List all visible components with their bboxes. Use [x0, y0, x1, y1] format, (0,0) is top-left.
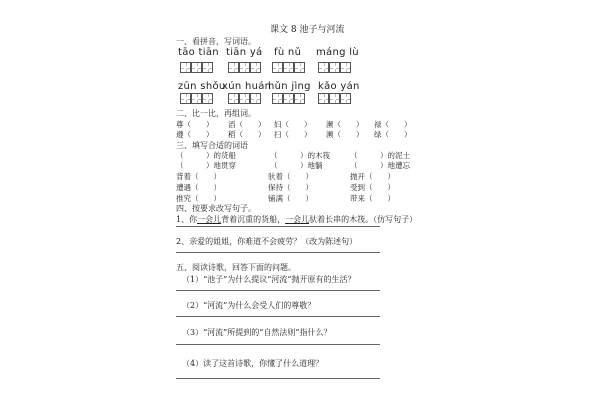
compare-item[interactable]: 绿（ ）	[374, 130, 412, 139]
pinyin-3: fù nǔ	[274, 47, 302, 58]
q1-prefix: 1、你	[176, 215, 198, 224]
reading-question-1: （1）“池子”为什么提议“河流”抛开原有的生活？	[182, 275, 356, 284]
fill-item[interactable]: 遭遇（ ）	[176, 183, 221, 192]
section-1-heading: 一、看拼音，写词语。	[176, 37, 256, 46]
compare-item[interactable]: 濒（ ）	[326, 120, 364, 129]
fill-item[interactable]: 铺满（ ）	[268, 194, 313, 203]
section-3-heading: 三、填写合适的词语	[176, 141, 248, 150]
writing-box[interactable]	[272, 93, 283, 104]
writing-box[interactable]	[283, 93, 294, 104]
writing-box[interactable]	[228, 62, 239, 73]
writing-box[interactable]	[329, 93, 340, 104]
writing-box[interactable]	[318, 62, 329, 73]
writing-box[interactable]	[228, 93, 239, 104]
compare-item[interactable]: 禄（ ）	[374, 120, 412, 129]
fill-item[interactable]: 保持（ ）	[268, 183, 313, 192]
section-5-heading: 五、阅读诗歌，回答下面的问题。	[176, 263, 296, 272]
compare-item[interactable]: 稻（ ）	[228, 130, 266, 139]
compare-item[interactable]: 滔（ ）	[228, 120, 266, 129]
q1-suffix: 驮着长串的木筏。（仿写句子）	[309, 215, 418, 224]
fill-item[interactable]: （ ）的货船	[176, 151, 236, 160]
q1-middle: 背着沉重的货船，	[221, 215, 286, 224]
reading-question-4: （4）读了这首诗歌，你懂了什么道理？	[182, 359, 324, 368]
writing-box[interactable]	[294, 93, 305, 104]
compare-item[interactable]: 扫（ ）	[274, 130, 312, 139]
answer-line[interactable]	[176, 344, 380, 345]
writing-box[interactable]	[272, 62, 283, 73]
writing-box[interactable]	[340, 93, 351, 104]
rewrite-question-2: 2、亲爱的姐姐，你难道不会疲劳？（改为陈述句）	[176, 237, 358, 246]
q1-underline-1: 一会儿	[197, 215, 222, 224]
writing-box[interactable]	[202, 62, 213, 73]
writing-box[interactable]	[318, 93, 329, 104]
compare-item[interactable]: 濒（ ）	[326, 130, 364, 139]
reading-question-3: （3）“河流”所提到的“自然法则”指什么？	[182, 328, 332, 337]
pinyin-6: xún huán	[222, 81, 272, 92]
writing-box[interactable]	[283, 62, 294, 73]
writing-box[interactable]	[191, 93, 202, 104]
rewrite-question-1	[176, 214, 417, 225]
writing-box[interactable]	[180, 93, 191, 104]
writing-box[interactable]	[340, 62, 351, 73]
reading-question-2: （2）“河流”为什么会受人们的尊敬？	[182, 301, 316, 310]
writing-box[interactable]	[191, 62, 202, 73]
section-2-heading: 二、比一比，再组词。	[176, 109, 256, 118]
writing-box[interactable]	[239, 93, 250, 104]
fill-item[interactable]: （ ）的泥土	[350, 151, 410, 160]
answer-line[interactable]	[176, 378, 380, 379]
compare-item[interactable]: 尊（ ）	[176, 120, 214, 129]
writing-box[interactable]	[250, 62, 261, 73]
writing-box[interactable]	[180, 62, 191, 73]
pinyin-4: máng lù	[316, 47, 359, 58]
compare-item[interactable]: 妇（ ）	[274, 120, 312, 129]
fill-item[interactable]: （ ）地遭忘	[350, 161, 410, 170]
pinyin-7: hǔn jìng	[268, 81, 311, 92]
writing-box[interactable]	[202, 93, 213, 104]
fill-item[interactable]: 抛开（ ）	[350, 172, 395, 181]
writing-box[interactable]	[239, 62, 250, 73]
pinyin-8: kǎo yán	[318, 81, 360, 92]
writing-box[interactable]	[250, 93, 261, 104]
fill-item[interactable]: 推究（ ）	[176, 194, 221, 203]
fill-item[interactable]: 带来（ ）	[350, 194, 395, 203]
fill-item[interactable]: 驮着（ ）	[268, 172, 313, 181]
writing-box[interactable]	[329, 62, 340, 73]
page-title: 课文 8 池子与河流	[270, 25, 345, 35]
fill-item[interactable]: （ ）地躺	[270, 161, 323, 170]
fill-item[interactable]: （ ）的木筏	[270, 151, 330, 160]
answer-line[interactable]	[176, 316, 380, 317]
q1-underline-2: 一会儿	[285, 215, 310, 224]
answer-line[interactable]	[176, 290, 380, 291]
fill-item[interactable]: 受到（ ）	[350, 183, 395, 192]
pinyin-2: tiān yá	[226, 47, 263, 58]
fill-item[interactable]: （ ）地贯穿	[176, 161, 236, 170]
pinyin-1: tāo tiān	[178, 47, 219, 58]
compare-item[interactable]: 遵（ ）	[176, 130, 214, 139]
writing-box[interactable]	[294, 62, 305, 73]
fill-item[interactable]: 背着（ ）	[176, 172, 221, 181]
section-4-heading: 四、按要求改写句子。	[176, 204, 256, 213]
answer-line[interactable]	[176, 226, 380, 227]
pinyin-5: zūn shǒu	[178, 81, 226, 92]
answer-line[interactable]	[176, 252, 380, 253]
